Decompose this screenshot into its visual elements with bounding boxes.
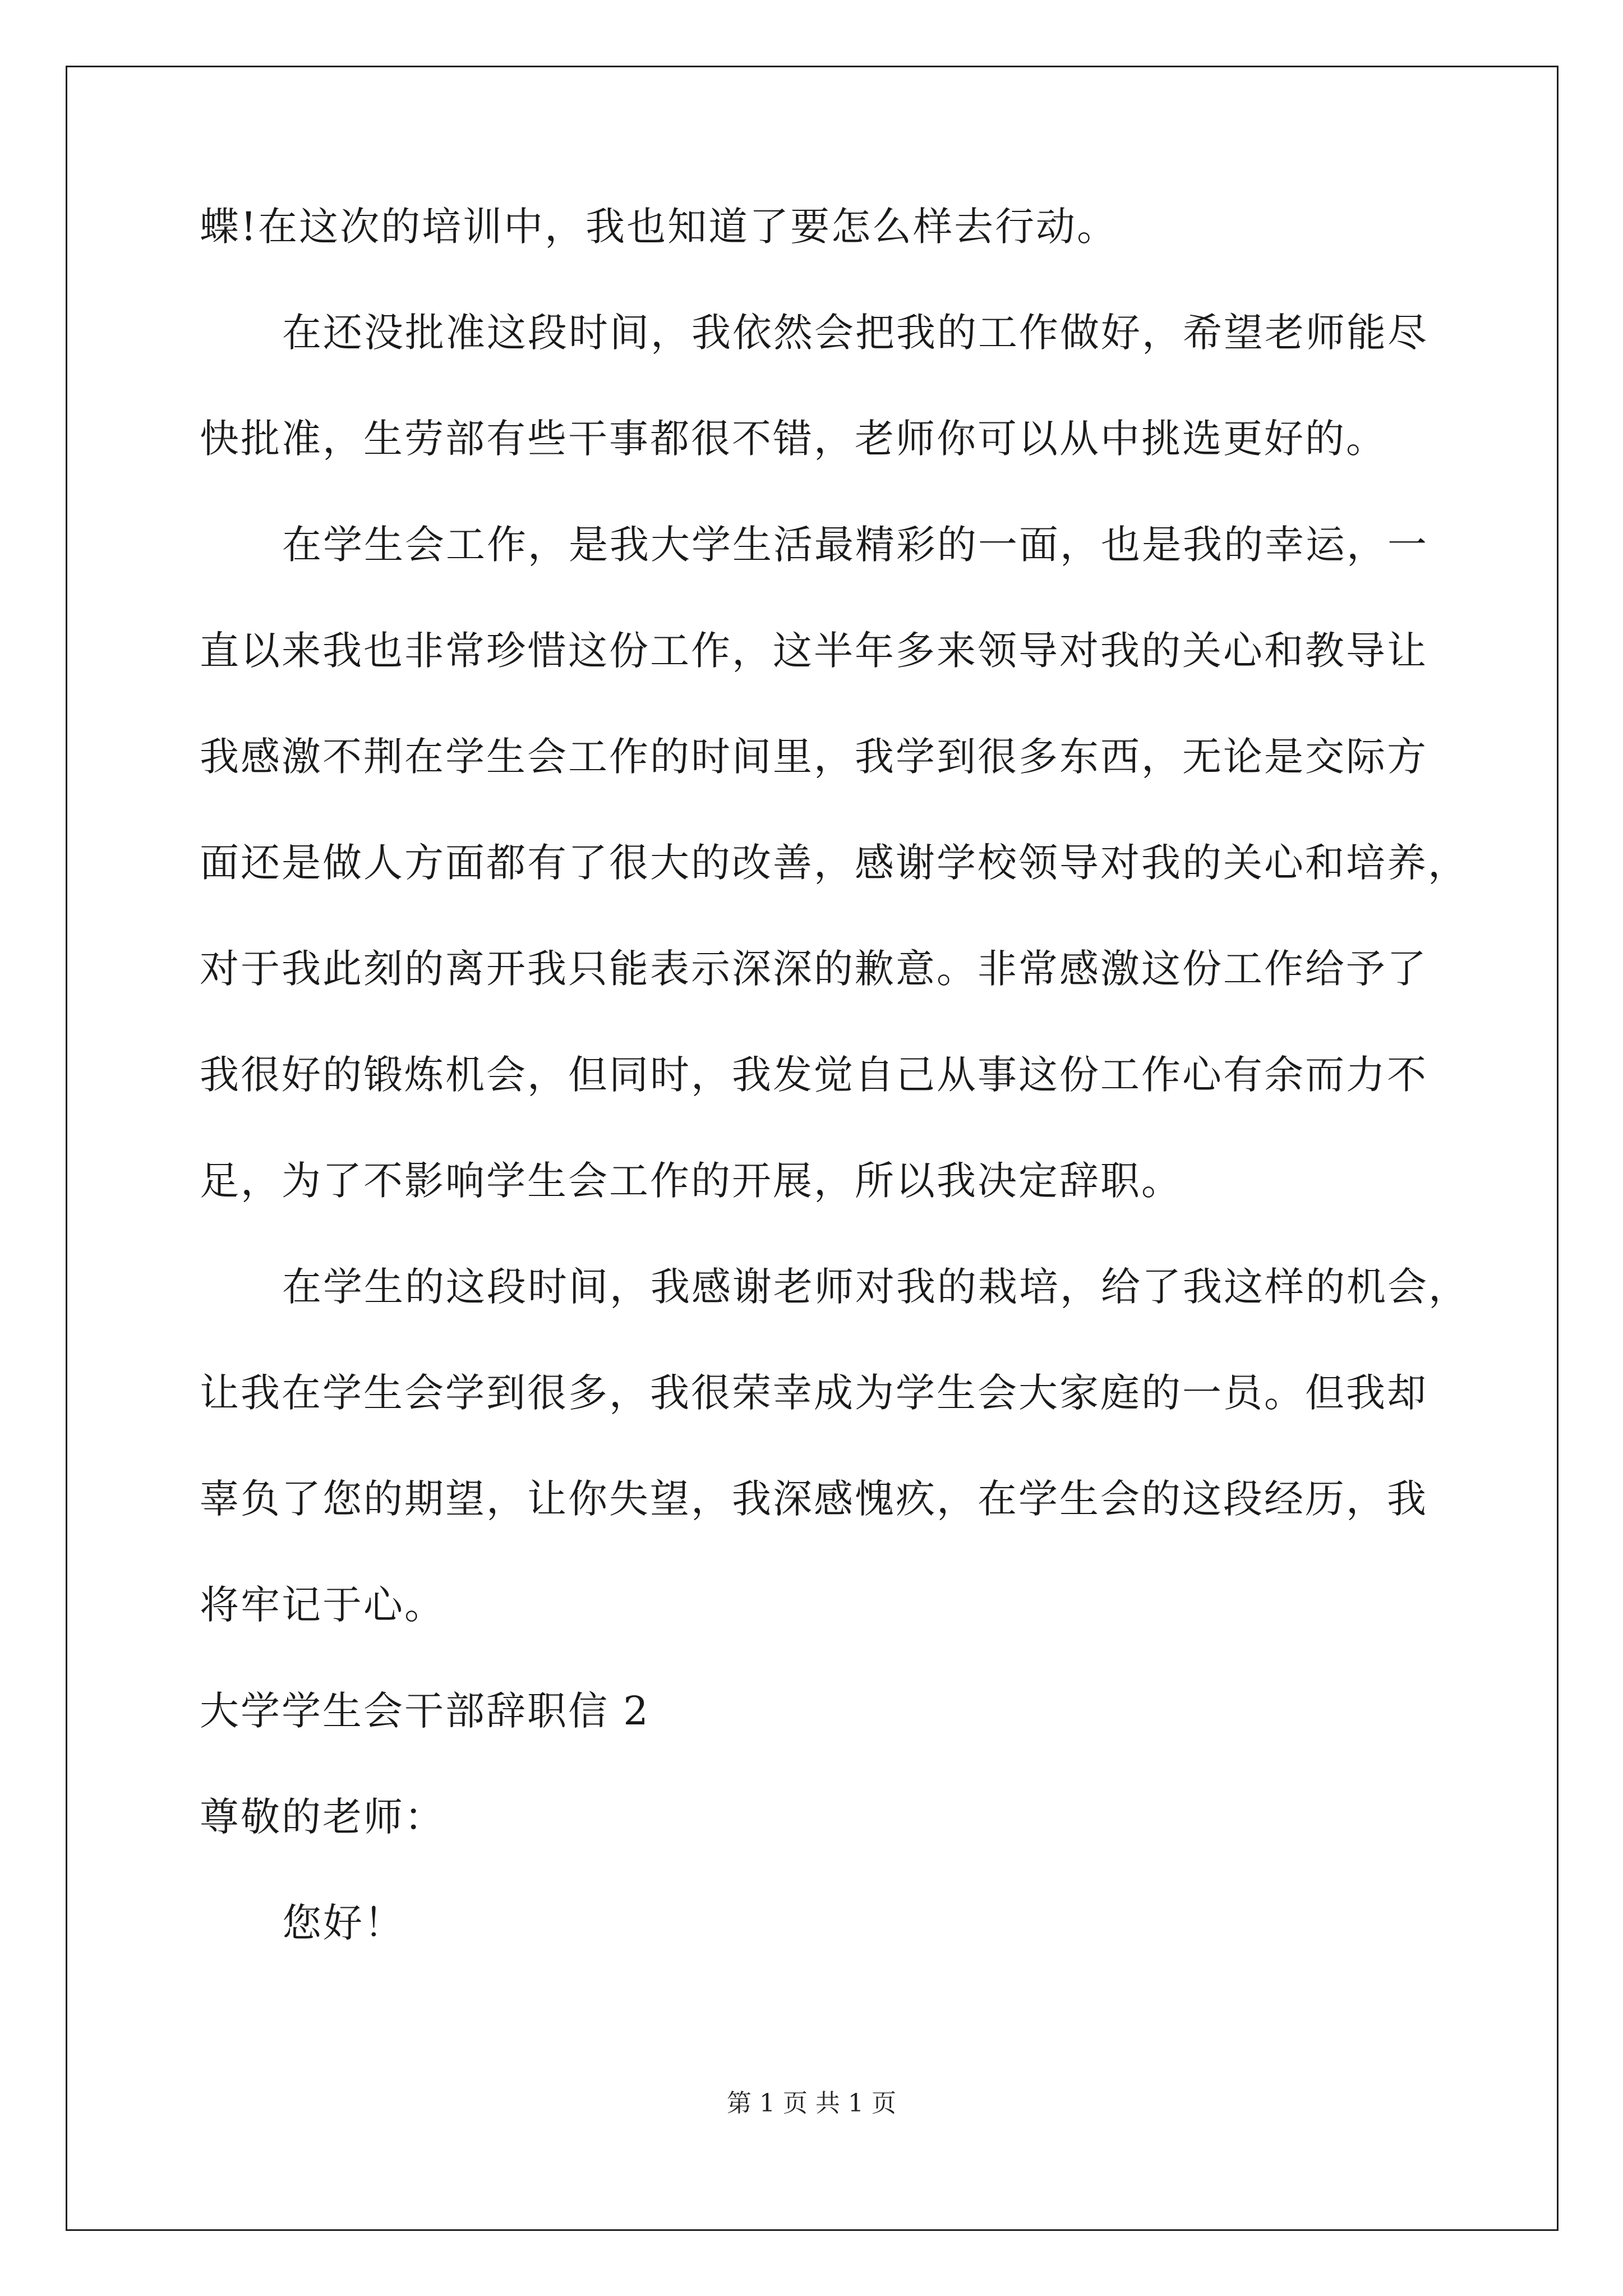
page-footer: 第 1 页 共 1 页 xyxy=(727,2089,896,2118)
text-line: 我感激不荆在学生会工作的时间里，我学到很多东西，无论是交际方 xyxy=(200,734,1428,780)
paragraph-start-line: 在还没批准这段时间，我依然会把我的工作做好，希望老师能尽 xyxy=(282,310,1428,356)
text-line: 快批准，生劳部有些干事都很不错，老师你可以从中挑选更好的。 xyxy=(200,416,1387,462)
text-line: 面还是做人方面都有了很大的改善，感谢学校领导对我的关心和培养， xyxy=(200,840,1469,886)
paragraph-start-line: 在学生的这段时间，我感谢老师对我的栽培，给了我这样的机会， xyxy=(282,1264,1469,1310)
greeting: 您好！ xyxy=(282,1900,405,1946)
text-line: 让我在学生会学到很多，我很荣幸成为学生会大家庭的一员。但我却 xyxy=(200,1370,1428,1416)
text-line: 直以来我也非常珍惜这份工作，这半年多来领导对我的关心和教导让 xyxy=(200,628,1428,674)
section-title: 大学学生会干部辞职信 2 xyxy=(200,1688,650,1734)
text-line: 我很好的锻炼机会，但同时，我发觉自己从事这份工作心有余而力不 xyxy=(200,1052,1428,1098)
text-line: 蝶!在这次的培训中，我也知道了要怎么样去行动。 xyxy=(200,204,1118,250)
salutation: 尊敬的老师： xyxy=(200,1794,445,1840)
text-line: 辜负了您的期望，让你失望，我深感愧疚，在学生会的这段经历，我 xyxy=(200,1476,1428,1522)
text-line: 将牢记于心。 xyxy=(200,1582,445,1628)
text-line: 足，为了不影响学生会工作的开展，所以我决定辞职。 xyxy=(200,1158,1182,1204)
paragraph-start-line: 在学生会工作，是我大学生活最精彩的一面，也是我的幸运，一 xyxy=(282,522,1428,568)
text-line: 对于我此刻的离开我只能表示深深的歉意。非常感激这份工作给予了 xyxy=(200,946,1428,992)
